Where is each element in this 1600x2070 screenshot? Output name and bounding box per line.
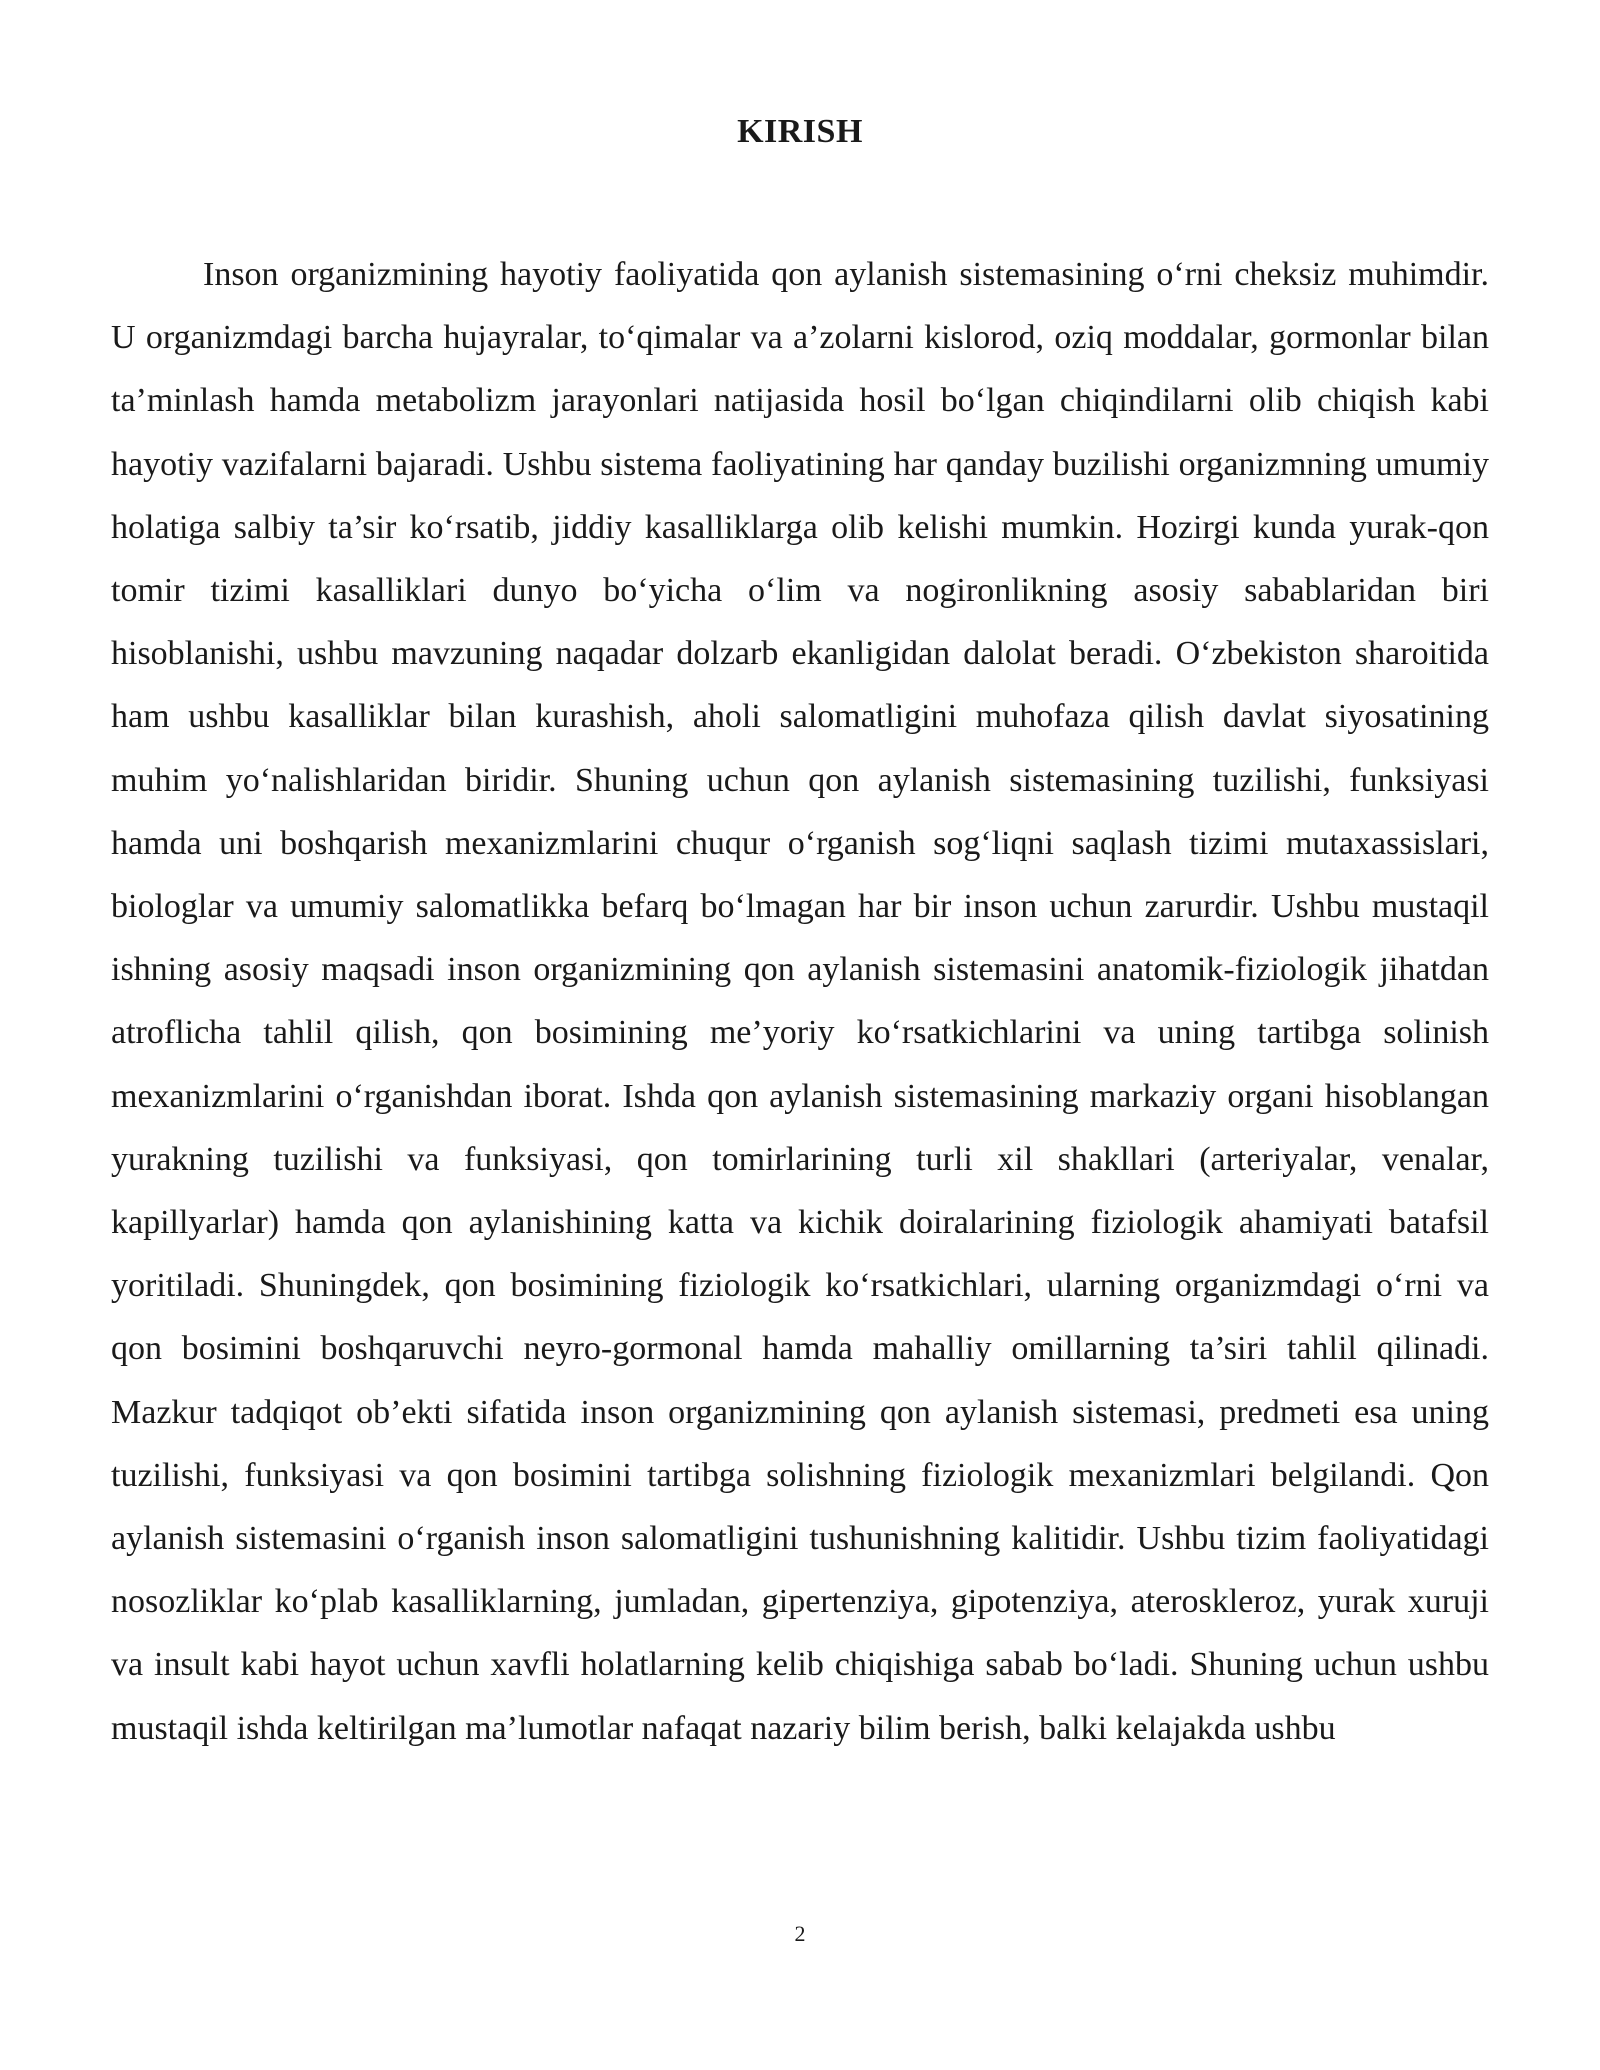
page-number: 2 (794, 1921, 806, 1946)
section-heading: KIRISH (737, 113, 863, 150)
body-paragraph: Inson organizmining hayotiy faoliyatida qon aylanish sistemasining o‘rni cheksiz muhimdir. U organizmdagi barcha hujayralar, to‘qimalar va a’zolarni kislorod, oziq moddalar, gormonlar bilan ta’minlash hamda metabolizm jarayonlari natijasida hosil bo‘lgan chiqindilarni olib chiqish kabi hayotiy vazifalarni bajaradi. Ushbu sistema faoliyatining har qanday buzilishi organizmning umumiy holatiga salbiy ta’sir ko‘rsatib, jiddiy kasalliklarga olib kelishi mumkin. Hozirgi kunda yurak-qon tomir tizimi kasalliklari dunyo bo‘yicha o‘lim va nogironlikning asosiy sabablaridan biri hisoblanishi, ushbu mavzuning naqadar dolzarb ekanligidan dalolat beradi. O‘zbekiston sharoitida ham ushbu kasalliklar bilan kurashish, aholi salomatligini muhofaza qilish davlat siyosatining muhim yo‘nalishlaridan biridir. Shuning uchun qon aylanish sistemasining tuzilishi, funksiyasi hamda uni boshqarish mexanizmlarini chuqur o‘rganish sog‘liqni saqlash tizimi mutaxassislari, biologlar va umumiy salomatlikka befarq bo‘lmagan har bir inson uchun zarurdir. Ushbu mustaqil ishning asosiy maqsadi inson organizmining qon aylanish sistemasini anatomik-fiziologik jihatdan atroflicha tahlil qilish, qon bosimining me’yoriy ko‘rsatkichlarini va uning tartibga solinish mexanizmlarini o‘rganishdan iborat. Ishda qon aylanish sistemasining markaziy organi hisoblangan yurakning tuzilishi va funksiyasi, qon tomirlarining turli xil shakllari (arteriyalar, venalar, kapillyarlar) hamda qon aylanishining katta va kichik doiralarining fiziologik ahamiyati batafsil yoritiladi. Shuningdek, qon bosimining fiziologik ko‘rsatkichlari, ularning organizmdagi o‘rni va qon bosimini boshqaruvchi neyro-gormonal hamda mahalliy omillarning ta’siri tahlil qilinadi. Mazkur tadqiqot ob’ekti sifatida inson organizmining qon aylanish sistemasi, predmeti esa uning tuzilishi, funksiyasi va qon bosimini tartibga solishning fiziologik mexanizmlari belgilandi. Qon aylanish sistemasini o‘rganish inson salomatligini tushunishning kalitidir. Ushbu tizim faoliyatidagi nosozliklar ko‘plab kasalliklarning, jumladan, gipertenziya, gipotenziya, ateroskleroz, yurak xuruji va insult kabi hayot uchun xavfli holatlarning kelib chiqishiga sabab bo‘ladi. Shuning uchun ushbu mustaqil ishda keltirilgan ma’lumotlar nafaqat nazariy bilim berish, balki kelajakda ushbu (111, 256, 1489, 1747)
